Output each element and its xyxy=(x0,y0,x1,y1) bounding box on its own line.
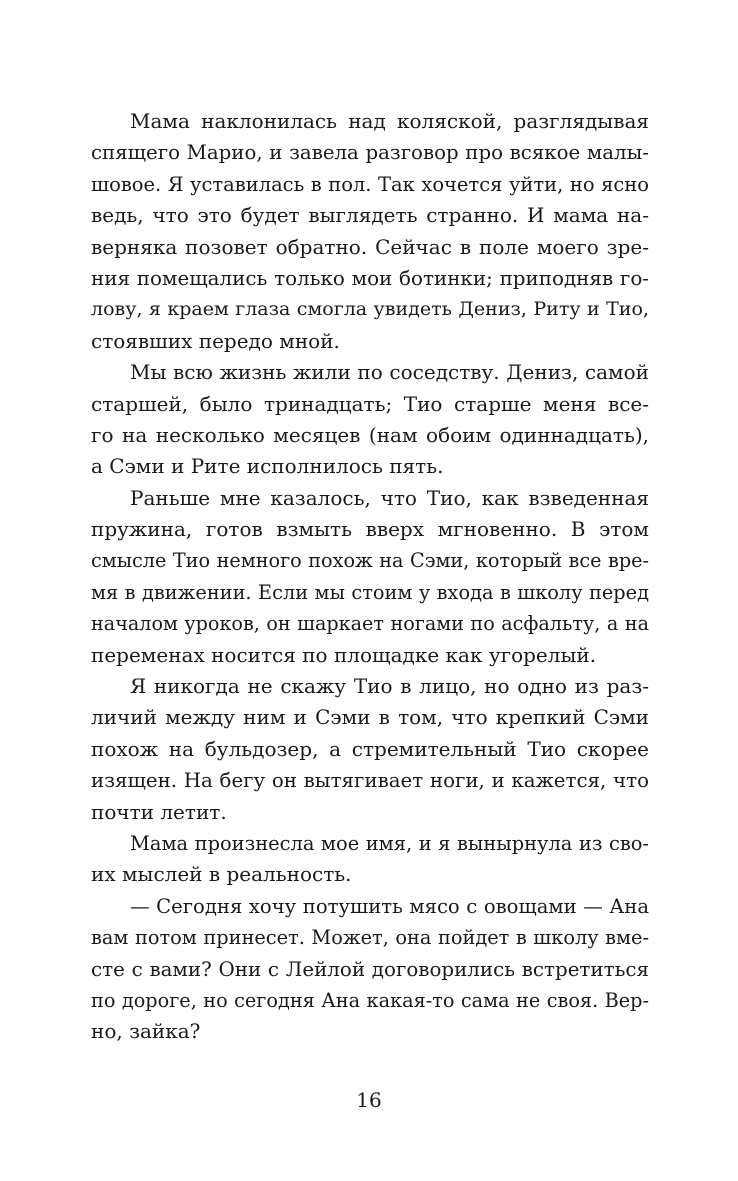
text-line: почти летит. xyxy=(91,799,227,824)
text-line: ведь, что это будет выглядеть странно. И мама на- xyxy=(91,203,649,228)
paragraph xyxy=(91,357,649,483)
text-line: началом уроков, он шаркает ногами по асфальту, а на xyxy=(91,612,649,636)
text-line: похож на бульдозер, а стремительный Тио скорее xyxy=(91,736,649,761)
text-line: Мы всю жизнь жили по соседству. Дениз, самой xyxy=(130,360,649,385)
page-number: 16 xyxy=(356,1088,382,1112)
text-line: лову, я краем глаза смогла увидеть Дениз, Риту и Тио, xyxy=(91,298,649,321)
text-line: по дороге, но сегодня Ана какая-то сама не своя. Вер- xyxy=(91,988,649,1012)
text-line: Мама произнесла мое имя, и я вынырнула из сво- xyxy=(130,831,649,855)
text-line: го на несколько месяцев (нам обоим одиннадцать), xyxy=(91,422,649,447)
text-line: ния помещались только мои ботинки; приподняв го- xyxy=(91,266,649,290)
text-line: сте с вами? Они с Лейлой договорились встретиться xyxy=(91,957,649,981)
text-line: их мыслей в реальность. xyxy=(91,862,352,887)
paragraph xyxy=(91,828,649,891)
text-line: вам потом принесет. Может, она пойдет в школу вме- xyxy=(91,926,649,950)
paragraph xyxy=(91,483,649,671)
text-line: шовое. Я уставилась в пол. Так хочется уйти, но ясно xyxy=(91,172,649,196)
text-line: личий между ним и Сэми в том, что крепкий Сэми xyxy=(91,705,649,730)
text-line: а Сэми и Рите исполнилось пять. xyxy=(91,454,444,479)
body-text xyxy=(91,106,649,1048)
text-line: Я никогда не скажу Тио в лицо, но одно из раз- xyxy=(130,674,649,699)
paragraph xyxy=(91,891,649,1048)
text-line: но, зайка? xyxy=(91,1019,201,1044)
paragraph xyxy=(91,106,649,357)
text-line: стоявших передо мной. xyxy=(91,328,340,353)
text-line: Мама наклонилась над коляской, разглядывая xyxy=(130,109,649,133)
text-line: изящен. На бегу он вытягивает ноги, и кажется, что xyxy=(91,769,649,793)
text-line: спящего Марио, и завела разговор про всякое малы- xyxy=(91,141,649,165)
paragraph xyxy=(91,671,649,828)
text-line: Раньше мне казалось, что Тио, как взведенная xyxy=(130,485,649,510)
text-line: смысле Тио немного похож на Сэми, который все вре- xyxy=(91,549,649,573)
text-line: переменах носится по площадке как угорелый. xyxy=(91,642,597,667)
text-line: — Сегодня хочу потушить мясо с овощами — Ана xyxy=(130,894,649,918)
text-line: старшей, было тринадцать; Тио старше меня все- xyxy=(91,391,649,416)
text-line: мя в движении. Если мы стоим у входа в школу перед xyxy=(91,580,649,604)
text-line: пружина, готов взмыть вверх мгновенно. В этом xyxy=(91,517,649,542)
text-line: верняка позовет обратно. Сейчас в поле моего зре- xyxy=(91,234,649,259)
